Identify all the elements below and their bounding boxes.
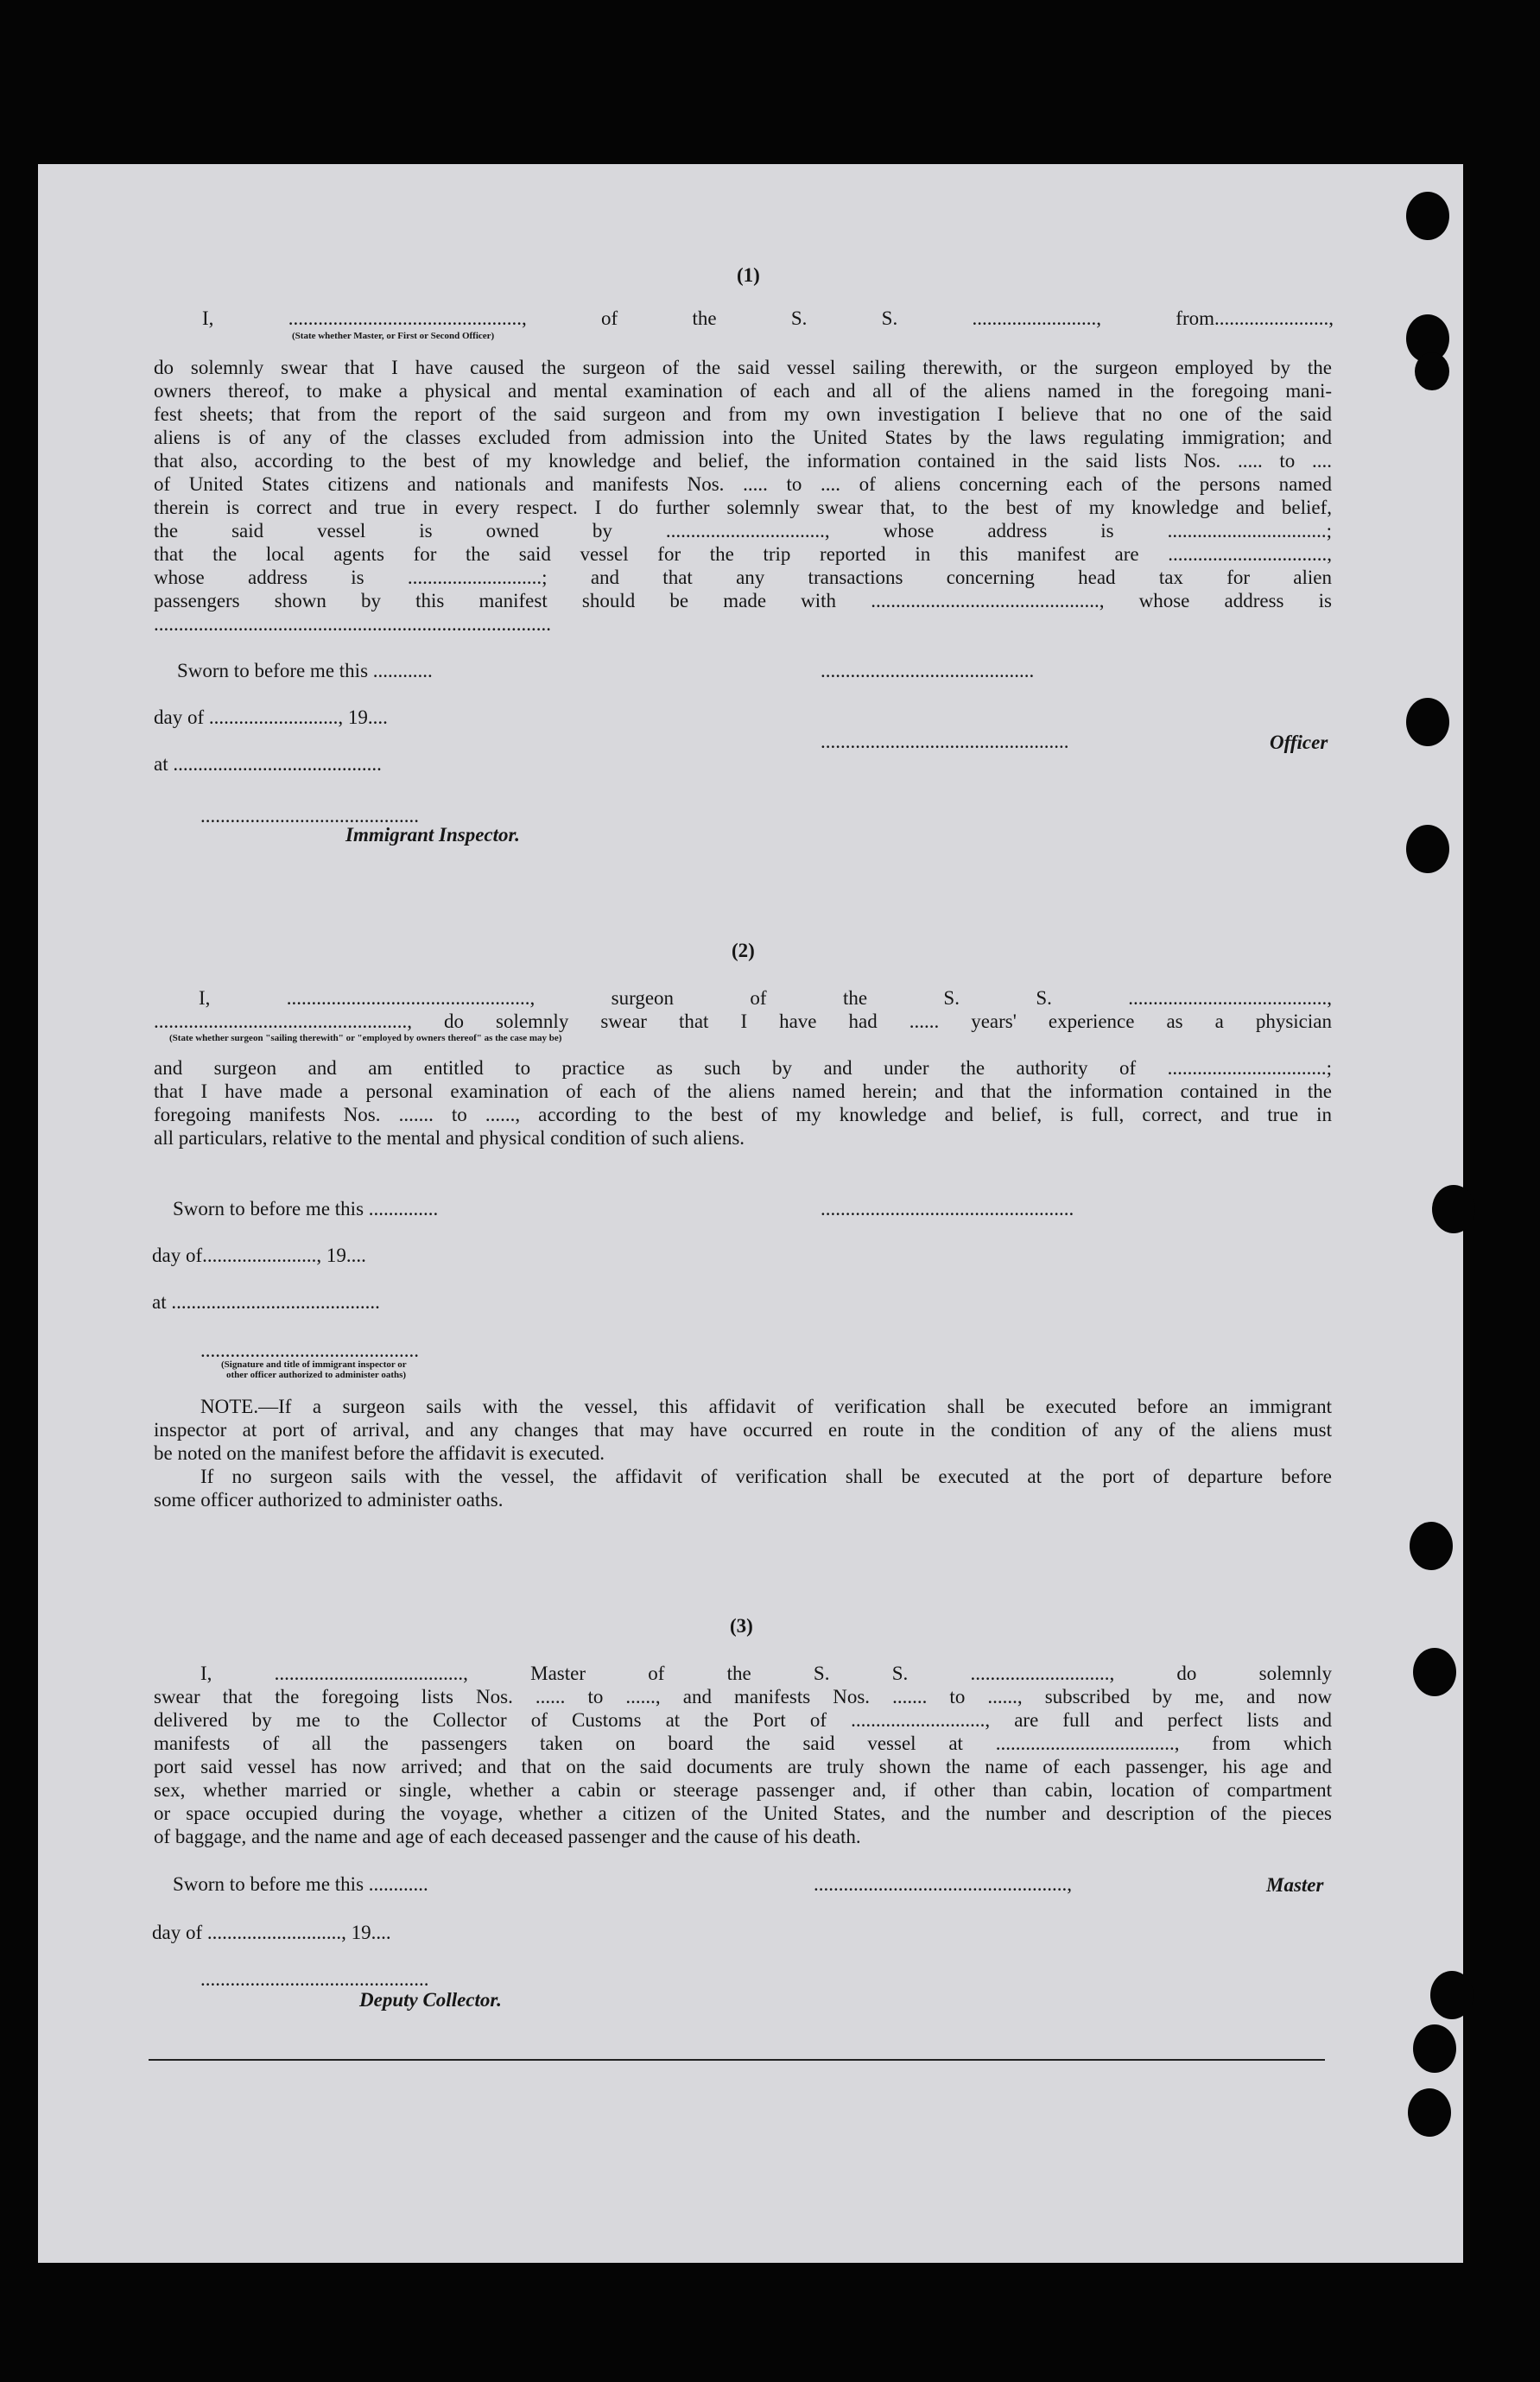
inspector-dots: ............................................	[200, 805, 419, 827]
punch-hole	[1413, 1648, 1456, 1696]
section-1-number: (1)	[737, 264, 760, 286]
signature-line-2: ...................................................	[821, 1198, 1074, 1220]
day-line-1: day of .........................., 19....	[154, 706, 388, 728]
body-line: that the local agents for the said vessel for the trip reported in this manifest are ................................,	[154, 543, 1332, 565]
body-line: or space occupied during the voyage, whether a citizen of the United States, and the number and description of the pieces	[154, 1802, 1332, 1824]
punch-hole	[1430, 1971, 1473, 2019]
sworn-line-2: Sworn to before me this ..............	[173, 1198, 439, 1220]
at-line-2: at ..........................................	[152, 1291, 380, 1313]
master-label: Master	[1266, 1874, 1324, 1896]
body-line: swear that the foregoing lists Nos. ...... to ......, and manifests Nos. ....... to ......, subscribed by me, and now	[154, 1686, 1332, 1707]
master-line: ...................................................,	[814, 1873, 1072, 1895]
punch-hole	[1406, 825, 1449, 873]
day-line-2: day of......................., 19....	[152, 1245, 366, 1266]
body-line: of United States citizens and nationals and manifests Nos. ..... to .... of aliens concerning each of the persons named	[154, 473, 1332, 495]
body-line: foregoing manifests Nos. ....... to ......, according to the best of my knowledge and belief, is full, correct, and true in	[154, 1104, 1332, 1125]
body-line: and surgeon and am entitled to practice as such by and under the authority of ................................;	[154, 1057, 1332, 1079]
body-line: that also, according to the best of my knowledge and belief, the information contained in the said lists Nos. ..... to ....	[154, 450, 1332, 472]
punch-hole	[1408, 2088, 1451, 2137]
note-line: be noted on the manifest before the affidavit is executed.	[154, 1442, 605, 1464]
at-line-1: at ..........................................	[154, 753, 382, 775]
section-1-line-1: I, ..............................................., of the S. S. ........................., from.......................,	[202, 307, 1334, 329]
officer-line: ..................................................	[821, 731, 1069, 752]
body-line: sex, whether married or single, whether a cabin or steerage passenger and, if other than cabin, location of compartment	[154, 1779, 1332, 1801]
body-line: ................................................................................	[154, 613, 551, 635]
body-line: port said vessel has now arrived; and that on the said documents are truly shown the name of each passenger, his age and	[154, 1756, 1332, 1777]
officer-label: Officer	[1270, 732, 1328, 753]
body-line: owners thereof, to make a physical and mental examination of each and all of the aliens named in the foregoing mani-	[154, 380, 1332, 402]
body-line: fest sheets; that from the report of the said surgeon and from my own investigation I believe that no one of the said	[154, 403, 1332, 425]
day-line-3: day of ..........................., 19....	[152, 1922, 391, 1943]
note-line: NOTE.—If a surgeon sails with the vessel, this affidavit of verification shall be executed before an immigrant	[200, 1396, 1332, 1417]
sworn-line-1: Sworn to before me this ............	[177, 660, 433, 681]
body-line: that I have made a personal examination of each of the aliens named herein; and that the information contained in the	[154, 1080, 1332, 1102]
punch-hole	[1413, 2024, 1456, 2073]
note-line: inspector at port of arrival, and any changes that may have occurred en route in the condition of any of the aliens must	[154, 1419, 1332, 1441]
deputy-dots: ..............................................	[200, 1968, 429, 1990]
punch-hole	[1432, 1185, 1475, 1233]
punch-hole	[1415, 352, 1449, 390]
body-line: aliens is of any of the classes excluded from admission into the United States by the laws regulating immigration; and	[154, 427, 1332, 448]
bottom-rule	[149, 2059, 1325, 2061]
body-line: all particulars, relative to the mental and physical condition of such aliens.	[154, 1127, 745, 1149]
body-line: I, ......................................, Master of the S. S. ............................, do solemnly	[200, 1663, 1332, 1684]
inspector-label: Immigrant Inspector.	[345, 824, 520, 846]
body-line: whose address is ...........................; and that any transactions concerning head tax for alien	[154, 567, 1332, 588]
punch-hole	[1406, 192, 1449, 240]
section-2-line-1: I, ................................................., surgeon of the S. S. ........................................,	[199, 987, 1332, 1009]
section-2-number: (2)	[732, 940, 755, 961]
sworn-line-3: Sworn to before me this ............	[173, 1873, 428, 1895]
body-line: passengers shown by this manifest should be made with .............................................., whose address is	[154, 590, 1332, 611]
signature-note-line: (Signature and title of immigrant inspector or	[221, 1359, 407, 1370]
signature-note-line: other officer authorized to administer oaths)	[226, 1370, 407, 1380]
signature-dots-2: ............................................	[200, 1340, 419, 1361]
body-line: delivered by me to the Collector of Customs at the Port of ..........................., are full and perfect lists and	[154, 1709, 1332, 1731]
note-line: some officer authorized to administer oaths.	[154, 1489, 504, 1511]
body-line: the said vessel is owned by ................................, whose address is ................................;	[154, 520, 1332, 542]
punch-hole	[1406, 698, 1449, 746]
officer-note: (State whether Master, or First or Second Officer)	[292, 331, 495, 341]
body-line: do solemnly swear that I have caused the surgeon of the said vessel sailing therewith, or the surgeon employed by the	[154, 357, 1332, 378]
section-2-line-2: ..................................................., do solemnly swear that I have had ...... years' experience as a physician	[154, 1010, 1332, 1032]
signature-line-1: ...........................................	[821, 660, 1035, 681]
body-line: manifests of all the passengers taken on board the said vessel at ...................................., from which	[154, 1733, 1332, 1754]
note-line: If no surgeon sails with the vessel, the affidavit of verification shall be executed at the port of departure before	[200, 1466, 1332, 1487]
body-line: of baggage, and the name and age of each deceased passenger and the cause of his death.	[154, 1826, 861, 1847]
section-3-number: (3)	[730, 1615, 753, 1637]
surgeon-note: (State whether surgeon "sailing therewith" or "employed by owners thereof" as the case may be)	[169, 1033, 562, 1043]
punch-hole	[1410, 1522, 1453, 1570]
body-line: therein is correct and true in every respect. I do further solemnly swear that, to the best of my knowledge and belief,	[154, 497, 1332, 518]
deputy-label: Deputy Collector.	[359, 1989, 502, 2011]
